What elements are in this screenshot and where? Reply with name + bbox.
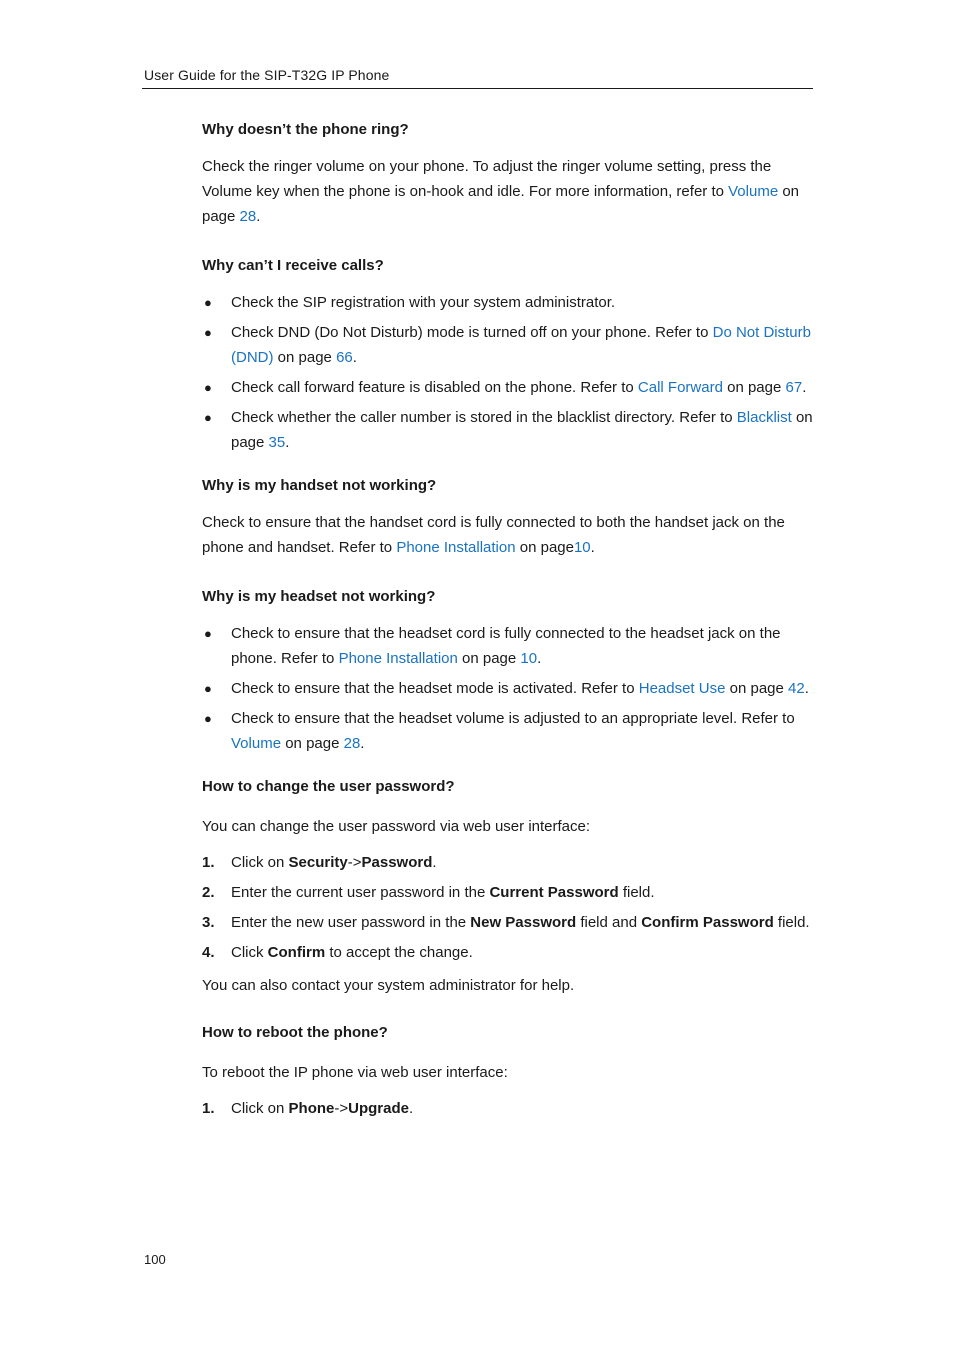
bullet-icon: ● [204,626,212,641]
list-item: 1. Click on Phone->Upgrade. [202,1096,814,1121]
document-body [202,120,814,1126]
list-item: ● Check DND (Do Not Disturb) mode is turned off on your phone. Refer to Do Not Disturb (DND) on page 66. [202,320,814,370]
step-number: 3. [202,914,215,931]
bullet-icon: ● [204,681,212,696]
list-item: 3. Enter the new user password in the New Password field and Confirm Password field. [202,910,814,935]
link-phone-installation[interactable]: Phone Installation [396,539,516,556]
bullet-list-headset [202,621,814,756]
section-paragraph-handset: Check to ensure that the handset cord is fully connected to both the handset jack on the phone and handset. Refer to Phone Installation on page10. [202,514,785,556]
link-page-67[interactable]: 67 [785,379,803,396]
section-paragraph-password-intro: You can change the user password via web user interface: [202,818,591,835]
bullet-list-receive-calls [202,290,814,455]
list-item: ● Check to ensure that the headset mode is activated. Refer to Headset Use on page 42. [202,676,814,701]
link-page-35[interactable]: 35 [268,434,286,451]
ui-label-confirm: Confirm [267,944,326,961]
link-blacklist[interactable]: Blacklist [736,409,792,426]
link-phone-installation[interactable]: Phone Installation [338,650,458,667]
bullet-icon: ● [204,410,212,425]
link-page-28[interactable]: 28 [239,208,257,225]
section-heading-password: How to change the user password? [202,778,455,795]
section-heading-handset: Why is my handset not working? [202,477,437,494]
header-rule [142,88,813,89]
list-item: ● Check to ensure that the headset cord is fully connected to the headset jack on the phone. Refer to Phone Installation on page 10. [202,621,814,671]
ui-label-upgrade: Upgrade [348,1100,409,1117]
section-paragraph-password-outro: You can also contact your system administrator for help. [202,977,575,994]
bullet-icon: ● [204,711,212,726]
list-item: 2. Enter the current user password in the Current Password field. [202,880,814,905]
link-do-not-disturb[interactable]: Do Not Disturb (DND) [231,324,811,366]
link-headset-use[interactable]: Headset Use [638,680,726,697]
ui-label-current-password: Current Password [489,884,619,901]
ui-label-confirm-password: Confirm Password [641,914,774,931]
section-paragraph-ring: Check the ringer volume on your phone. To adjust the ringer volume setting, press the Volume key when the phone is on-hook and idle. For more information, refer to Volume on page 28. [202,158,800,225]
list-item: ● Check whether the caller number is stored in the blacklist directory. Refer to Blacklist on page 35. [202,405,814,455]
list-item: 4. Click Confirm to accept the change. [202,940,814,965]
section-heading-reboot: How to reboot the phone? [202,1024,388,1041]
link-volume[interactable]: Volume [231,735,282,752]
step-number: 1. [202,1100,215,1117]
link-page-10[interactable]: 10 [573,539,591,556]
section-heading-headset: Why is my headset not working? [202,588,436,605]
page-number: 100 [144,1252,166,1267]
ui-label-new-password: New Password [470,914,577,931]
step-number: 4. [202,944,215,961]
step-list-password [202,850,814,965]
bullet-icon: ● [204,325,212,340]
list-item: 1. Click on Security->Password. [202,850,814,875]
link-page-28[interactable]: 28 [343,735,361,752]
link-page-42[interactable]: 42 [788,680,805,697]
bullet-icon: ● [204,380,212,395]
link-page-10[interactable]: 10 [520,650,538,667]
bullet-icon: ● [204,295,212,310]
link-call-forward[interactable]: Call Forward [637,379,723,396]
ui-label-security: Security [288,854,348,871]
list-item: ● Check to ensure that the headset volume is adjusted to an appropriate level. Refer to Volume on page 28. [202,706,814,756]
list-item: ● Check call forward feature is disabled on the phone. Refer to Call Forward on page 67. [202,375,814,400]
link-page-66[interactable]: 66 [336,349,353,366]
list-item: ● Check the SIP registration with your system administrator. [202,290,814,315]
section-paragraph-reboot-intro: To reboot the IP phone via web user interface: [202,1064,508,1081]
ui-label-phone: Phone [288,1100,335,1117]
page-header-title: User Guide for the SIP-T32G IP Phone [144,67,390,83]
step-list-reboot [202,1096,814,1121]
section-heading-receive-calls: Why can’t I receive calls? [202,257,384,274]
step-number: 2. [202,884,215,901]
step-number: 1. [202,854,215,871]
section-heading-ring: Why doesn’t the phone ring? [202,121,409,138]
link-volume[interactable]: Volume [728,183,779,200]
ui-label-password: Password [361,854,433,871]
